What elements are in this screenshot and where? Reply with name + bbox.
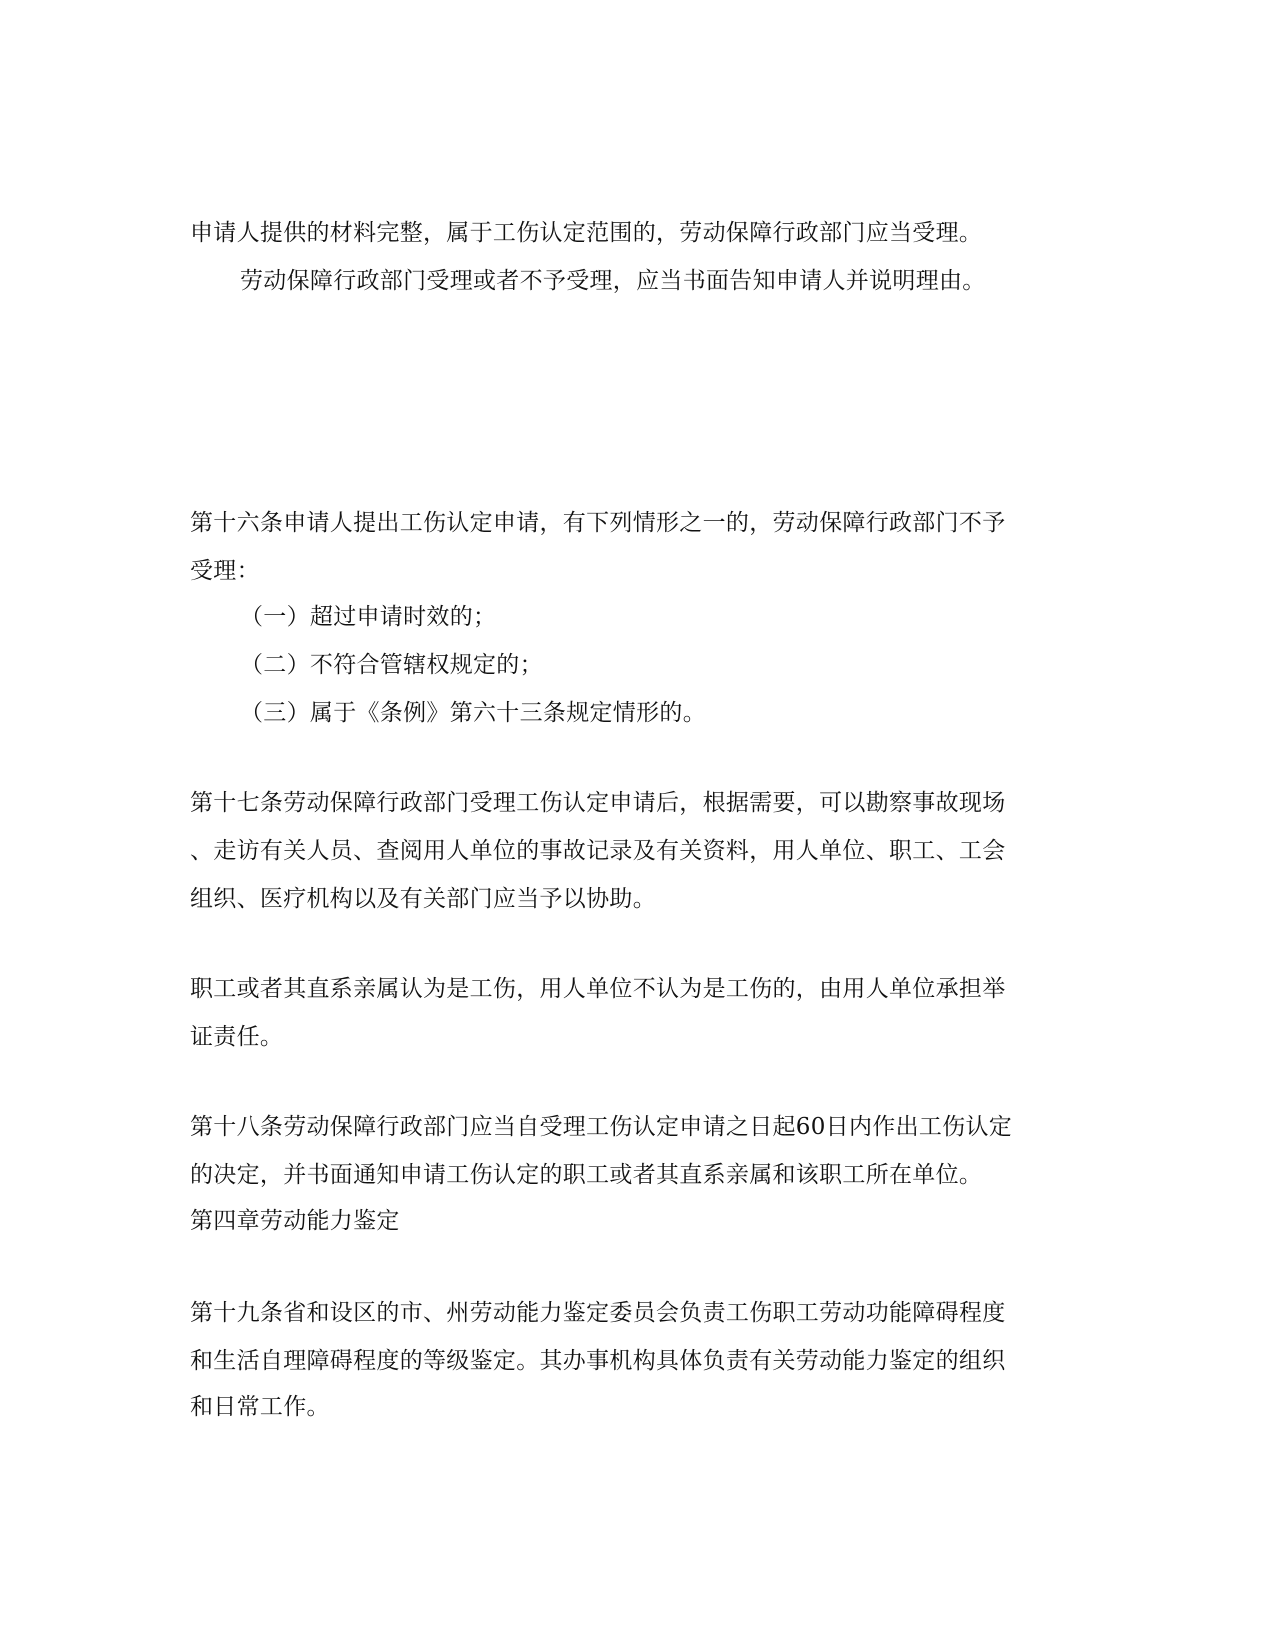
text-line: 申请人提供的材料完整，属于工伤认定范围的，劳动保障行政部门应当受理。 [190,220,983,246]
text-line: 、走访有关人员、查阅用人单位的事故记录及有关资料，用人单位、职工、工会 [190,838,1006,864]
text-line: 和日常工作。 [190,1394,330,1420]
article-19-line: 第十九条省和设区的市、州劳动能力鉴定委员会负责工伤职工劳动功能障碍程度 [190,1300,1006,1326]
list-item: （三）属于《条例》第六十三条规定情形的。 [240,700,706,726]
article-16-heading-line: 第十六条申请人提出工伤认定申请，有下列情形之一的，劳动保障行政部门不予 [190,510,1006,536]
list-item: （二）不符合管辖权规定的； [240,652,543,678]
text-line: 组织、医疗机构以及有关部门应当予以协助。 [190,886,656,912]
chapter-heading: 第四章劳动能力鉴定 [190,1208,400,1234]
text-line: 和生活自理障碍程度的等级鉴定。其办事机构具体负责有关劳动能力鉴定的组织 [190,1348,1006,1374]
text-line: 职工或者其直系亲属认为是工伤，用人单位不认为是工伤的，由用人单位承担举 [190,976,1006,1002]
text-line: 劳动保障行政部门受理或者不予受理，应当书面告知申请人并说明理由。 [240,268,986,294]
list-item: （一）超过申请时效的； [240,604,497,630]
text-line: 受理： [190,558,260,584]
text-line: 的决定，并书面通知申请工伤认定的职工或者其直系亲属和该职工所在单位。 [190,1162,983,1188]
article-17-line: 第十七条劳动保障行政部门受理工伤认定申请后，根据需要，可以勘察事故现场 [190,790,1006,816]
article-18-line: 第十八条劳动保障行政部门应当自受理工伤认定申请之日起60日内作出工伤认定 [190,1114,1013,1140]
text-line: 证责任。 [190,1024,284,1050]
